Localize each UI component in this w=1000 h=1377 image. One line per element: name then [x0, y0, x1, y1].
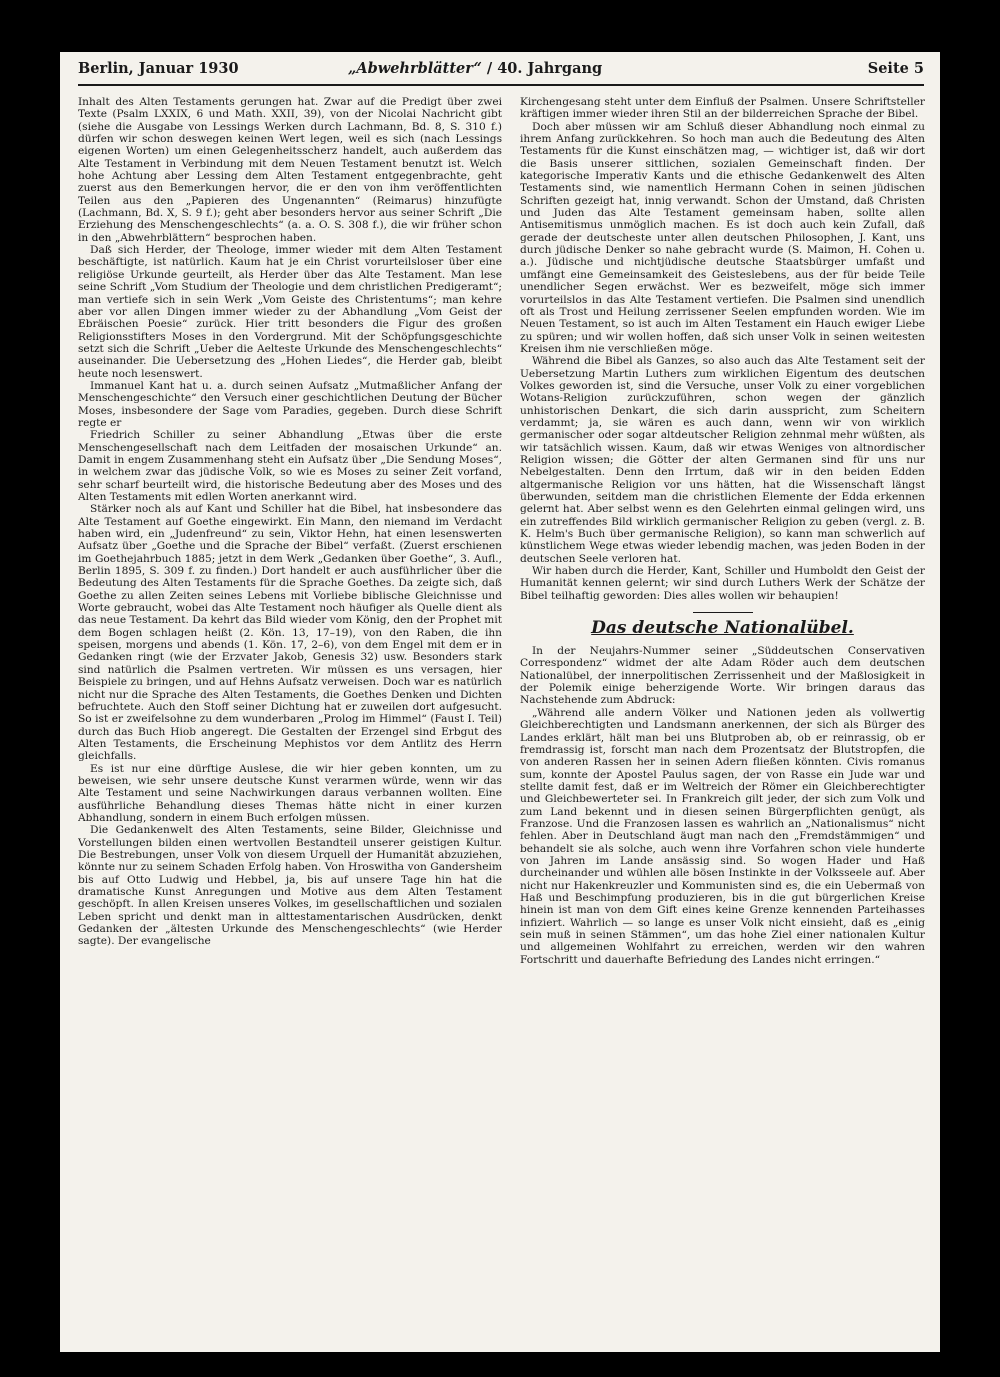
paragraph: Kirchengesang steht unter dem Einfluß der Psalmen. Unsere Schriftsteller kräftigen immer wieder ihren Stil an der bilderreichen Sprache der Bibel.: [520, 96, 925, 121]
newspaper-page: [60, 52, 940, 1352]
page-number: Seite 5: [867, 60, 924, 77]
volume-label: 40. Jahrgang: [497, 60, 603, 77]
paragraph: Wir haben durch die Herder, Kant, Schiller und Humboldt den Geist der Humanität kennen gelernt; wir sind durch Luthers Werk der Schätze der Bibel teilhaftig geworden: Dies alles wollen wir behaupien!: [520, 565, 925, 602]
paragraph: Doch aber müssen wir am Schluß dieser Abhandlung noch einmal zu ihrem Anfang zurückkehren. So hoch man auch die Bedeutung des Alten Testaments für die Kunst einschätzen mag, — wichtiger ist, daß wir dort die Basis unserer sittlichen, sozialen Gemeinschaft finden. Der kategorische Imperativ Kants und die ethische Gedankenwelt des Alten Testaments sind, wie namentlich Hermann Cohen in seinen jüdischen Schriften gezeigt hat, innig verwandt. Schon der Umstand, daß Christen und Juden das Alte Testament gemeinsam haben, sollte allen Antisemitismus unmöglich machen. Es ist doch auch kein Zufall, daß gerade der deutscheste unter allen deutschen Philosophen, J. Kant, uns durch jüdische Denker so nahe gebracht wurde (S. Maimon, H. Cohen u. a.). Jüdische und nichtjüdische deutsche Staatsbürger umfaßt und umfängt eine Gemeinsamkeit des Geisteslebens, aus der für beide Teile unendlicher Segen erwächst. Wer es bezweifelt, möge sich immer vorurteilslos in das Alte Testament vertiefen. Die Psalmen sind unendlich oft als Trost und Heilung zerrissener Seelen empfunden worden. Wie im Neuen Testament, so ist auch im Alten Testament ein Hauch ewiger Liebe zu spüren; und wir wollen hoffen, daß sich unser Volk in seinen weitesten Kreisen ihm nie verschließen möge.: [520, 120, 925, 355]
header-masthead: [348, 60, 602, 77]
left-column: [78, 96, 502, 1346]
header-separator: /: [486, 60, 493, 77]
header-place-date: Berlin, Januar 1930: [78, 60, 239, 77]
article-headline: Das deutsche Nationalübel.: [591, 618, 854, 639]
paragraph: Es ist nur eine dürftige Auslese, die wir hier geben konnten, um zu beweisen, wie sehr unsere deutsche Kunst verarmen würde, wenn wir das Alte Testament und seine Nachwirkungen daraus verbannen wollten. Eine ausführliche Behandlung dieses Themas hätte nicht in einer kurzen Abhandlung, sondern in einem Buch erfolgen müssen.: [78, 762, 502, 824]
paragraph: Friedrich Schiller zu seiner Abhandlung „Etwas über die erste Menschengesellschaft nach dem Leitfaden der mosaischen Urkunde“ an. Damit in engem Zusammenhang steht ein Aufsatz über „Die Sendung Moses“, in welchem zwar das jüdische Volk, so wie es Moses zu seiner Zeit vorfand, sehr scharf beurteilt wird, die historische Bedeutung aber des Moses und des Alten Testaments mit edlen Worten anerkannt wird.: [78, 429, 502, 503]
publication-title: „Abwehrblätter“: [348, 60, 482, 77]
page-header: [78, 58, 924, 86]
paragraph: In der Neujahrs-Nummer seiner „Süddeutschen Conservativen Correspondenz“ widmet der alte Adam Röder auch dem deutschen Nationalübel, der innerpolitischen Zerrissenheit und der Maßlosigkeit in der Polemik einige beherzigende Worte. Wir bringen daraus das Nachstehende zum Abdruck:: [520, 645, 925, 707]
right-column: [520, 96, 925, 1346]
paragraph: Stärker noch als auf Kant und Schiller hat die Bibel, hat insbesondere das Alte Testament auf Goethe eingewirkt. Ein Mann, den niemand im Verdacht haben wird, ein „Judenfreund“ zu sein, Viktor Hehn, hat einen lesenswerten Aufsatz über „Goethe und die Sprache der Bibel“ verfaßt. (Zuerst erschienen im Goethejahrbuch 1885; jetzt in dem Werk „Gedanken über Goethe“, 3. Aufl., Berlin 1895, S. 309 f. zu finden.) Dort handelt er auch ausführlicher über die Bedeutung des Alten Testaments für die Sprache Goethes. Da zeigte sich, daß Goethe zu allen Zeiten seines Lebens mit Vorliebe biblische Gleichnisse und Worte gebraucht, wobei das Alte Testament noch häufiger als Quelle dient als das neue Testament. Da kehrt das Bild wieder vom König, den der Prophet mit dem Bogen schlagen heißt (2. Kön. 13, 17–19), von den Raben, die ihn speisen, morgens und abends (1. Kön. 17, 2–6), von dem Engel mit dem er in Gedanken ringt (wie der Erzvater Jakob, Genesis 32) usw. Besonders stark sind natürlich die Psalmen vertreten. Wir müssen es uns versagen, hier Beispiele zu bringen, und auf Hehns Aufsatz verweisen. Doch war es natürlich nicht nur die Sprache des Alten Testaments, die Goethes Denken und Dichten befruchtete. Auch den Stoff seiner Dichtung hat er zuweilen dort aufgesucht. So ist er zweifelsohne zu dem wunderbaren „Prolog im Himmel“ (Faust I. Teil) durch das Buch Hiob angeregt. Die Gestalten der Erzengel sind Erbgut des Alten Testaments, die Erscheinung Mephistos vor dem Antlitz des Herrn gleichfalls.: [78, 503, 502, 763]
paragraph: Die Gedankenwelt des Alten Testaments, seine Bilder, Gleichnisse und Vorstellungen bilden einen wertvollen Bestandteil unserer geistigen Kultur. Die Bestrebungen, unser Volk von diesem Urquell der Humanität abzuziehen, könnte nur zu seinem Schaden Erfolg haben. Von Hroswitha von Gandersheim bis auf Otto Ludwig und Hebbel, ja, bis auf unsere Tage hin hat die dramatische Kunst Anregungen und Motive aus dem Alten Testament geschöpft. In allen Kreisen unseres Volkes, im gesellschaftlichen und sozialen Leben spricht und denkt man in alttestamentarischen Ausdrücken, denkt Gedanken der „ältesten Urkunde des Menschengeschlechts“ (wie Herder sagte). Der evangelische: [78, 824, 502, 948]
paragraph: Inhalt des Alten Testaments gerungen hat. Zwar auf die Predigt über zwei Texte (Psalm LXXIX, 6 und Math. XXII, 39), von der Nicolai Nachricht gibt (siehe die Ausgabe von Lessings Werken durch Lachmann, Bd. 8, S. 310 f.) dürfen wir schon deswegen keinen Wert legen, weil es sich (nach Lessings eigenen Worten) um einen Gelegenheitsscherz handelt, auch außerdem das Alte Testament in Verbindung mit dem Neuen Testament benutzt ist. Welch hohe Achtung aber Lessing dem Alten Testament entgegenbrachte, geht zuerst aus den Bemerkungen hervor, die er den von ihm veröffentlichten Teilen aus den „Papieren des Ungenannten“ (Reimarus) hinzufügte (Lachmann, Bd. X, S. 9 f.); geht aber besonders hervor aus seiner Schrift „Die Erziehung des Menschengeschlechts“ (a. a. O. S. 308 f.), die wir früher schon in den „Abwehrblättern“ besprochen haben.: [78, 96, 502, 244]
paragraph: Während die Bibel als Ganzes, so also auch das Alte Testament seit der Uebersetzung Martin Luthers zum wirklichen Eigentum des deutschen Volkes geworden ist, sind die Versuche, unser Volk zu einer vorgeblichen Wotans-Religion zurückzuführen, schon wegen der gänzlich unhistorischen Denkart, die sich darin ausspricht, zum Scheitern verdammt; ja, sie wären es auch dann, wenn wir von wirklich germanischer oder sogar altdeutscher Religion zehnmal mehr wüßten, als wir tatsächlich wissen. Kaum, daß wir etwas Weniges von altnordischer Religion wissen; die Götter der alten Germanen sind für uns nur Nebelgestalten. Denn den Irrtum, daß wir in den beiden Edden altgermanische Religion vor uns hätten, hat die Wissenschaft längst überwunden, seitdem man die christlichen Elemente der Edda erkennen gelernt hat. Aber selbst wenn es den Gelehrten einmal gelingen wird, uns ein zutreffendes Bild wirklich germanischer Religion zu geben (vergl. z. B. K. Helm's Buch über germanische Religion), so kann man schwerlich auf künstlichem Wege etwas wieder lebendig machen, was jeden Boden in der deutschen Seele verloren hat.: [520, 355, 925, 565]
section-divider: [693, 612, 753, 613]
paragraph: Immanuel Kant hat u. a. durch seinen Aufsatz „Mutmaßlicher Anfang der Menschengeschichte“ den Versuch einer geschichtlichen Deutung der Bücher Moses, insbesondere der Sage vom Paradies, gegeben. Durch diese Schrift regte er: [78, 379, 502, 429]
paragraph: Daß sich Herder, der Theologe, immer wieder mit dem Alten Testament beschäftigte, ist natürlich. Kaum hat je ein Christ vorurteilsloser über eine religiöse Urkunde geurteilt, als Herder über das Alte Testament. Man lese seine Schrift „Vom Studium der Theologie und dem christlichen Predigeramt“; man vertiefe sich in sein Werk „Vom Geiste des Christentums“; man kehre aber vor allen Dingen immer wieder zu der Abhandlung „Vom Geist der Ebräischen Poesie“ zurück. Hier tritt besonders die Figur des großen Religionsstifters Moses in den Vordergrund. Mit der Schöpfungsgeschichte setzt sich die Schrift „Ueber die Aelteste Urkunde des Menschengeschlechts“ auseinander. Die Uebersetzung des „Hohen Liedes“, die Herder gab, bleibt heute noch lesenswert.: [78, 244, 502, 380]
quoted-paragraph: „Während alle andern Völker und Nationen jeden als vollwertig Gleichberechtigten und Landsmann anerkennen, der sich als Bürger des Landes erklärt, hält man bei uns Blutproben ab, ob er reinrassig, ob er fremdrassig ist, forscht man nach dem Prozentsatz der Blutstropfen, die von anderen Rassen her in seinen Adern fließen könnten. Civis romanus sum, konnte der Apostel Paulus sagen, der von Rasse ein Jude war und stellte damit fest, daß er im Weltreich der Römer ein Gleichberechtigter und Gleichbewerteter sei. In Frankreich gilt jeder, der sich zum Volk und zum Land bekennt und in diesen seinen Bürgerpflichten genügt, als Franzose. Und die Franzosen lassen es wahrlich an „Nationalismus“ nicht fehlen. Aber in Deutschland äugt man nach den „Fremdstämmigen“ und behandelt sie als solche, auch wenn ihre Vorfahren schon viele hunderte von Jahren im Lande ansässig sind. So wogen Hader und Haß durcheinander und wühlen alle bösen Instinkte in der Volksseele auf. Aber nicht nur Hakenkreuzler und Kommunisten sind es, die ein Uebermaß von Haß und Beschimpfung produzieren, bis in die gut bürgerlichen Kreise hinein ist man von dem Gift eines keine Grenze kennenden Parteihasses infiziert. Wahrlich — so lange es unser Volk nicht einsieht, daß es „einig sein muß in seinen Stämmen“, um das hohe Ziel einer nationalen Kultur und allgemeinen Wohlfahrt zu erreichen, werden wir den wahren Fortschritt und dauerhafte Befriedung des Landes nicht erringen.“: [520, 706, 925, 966]
